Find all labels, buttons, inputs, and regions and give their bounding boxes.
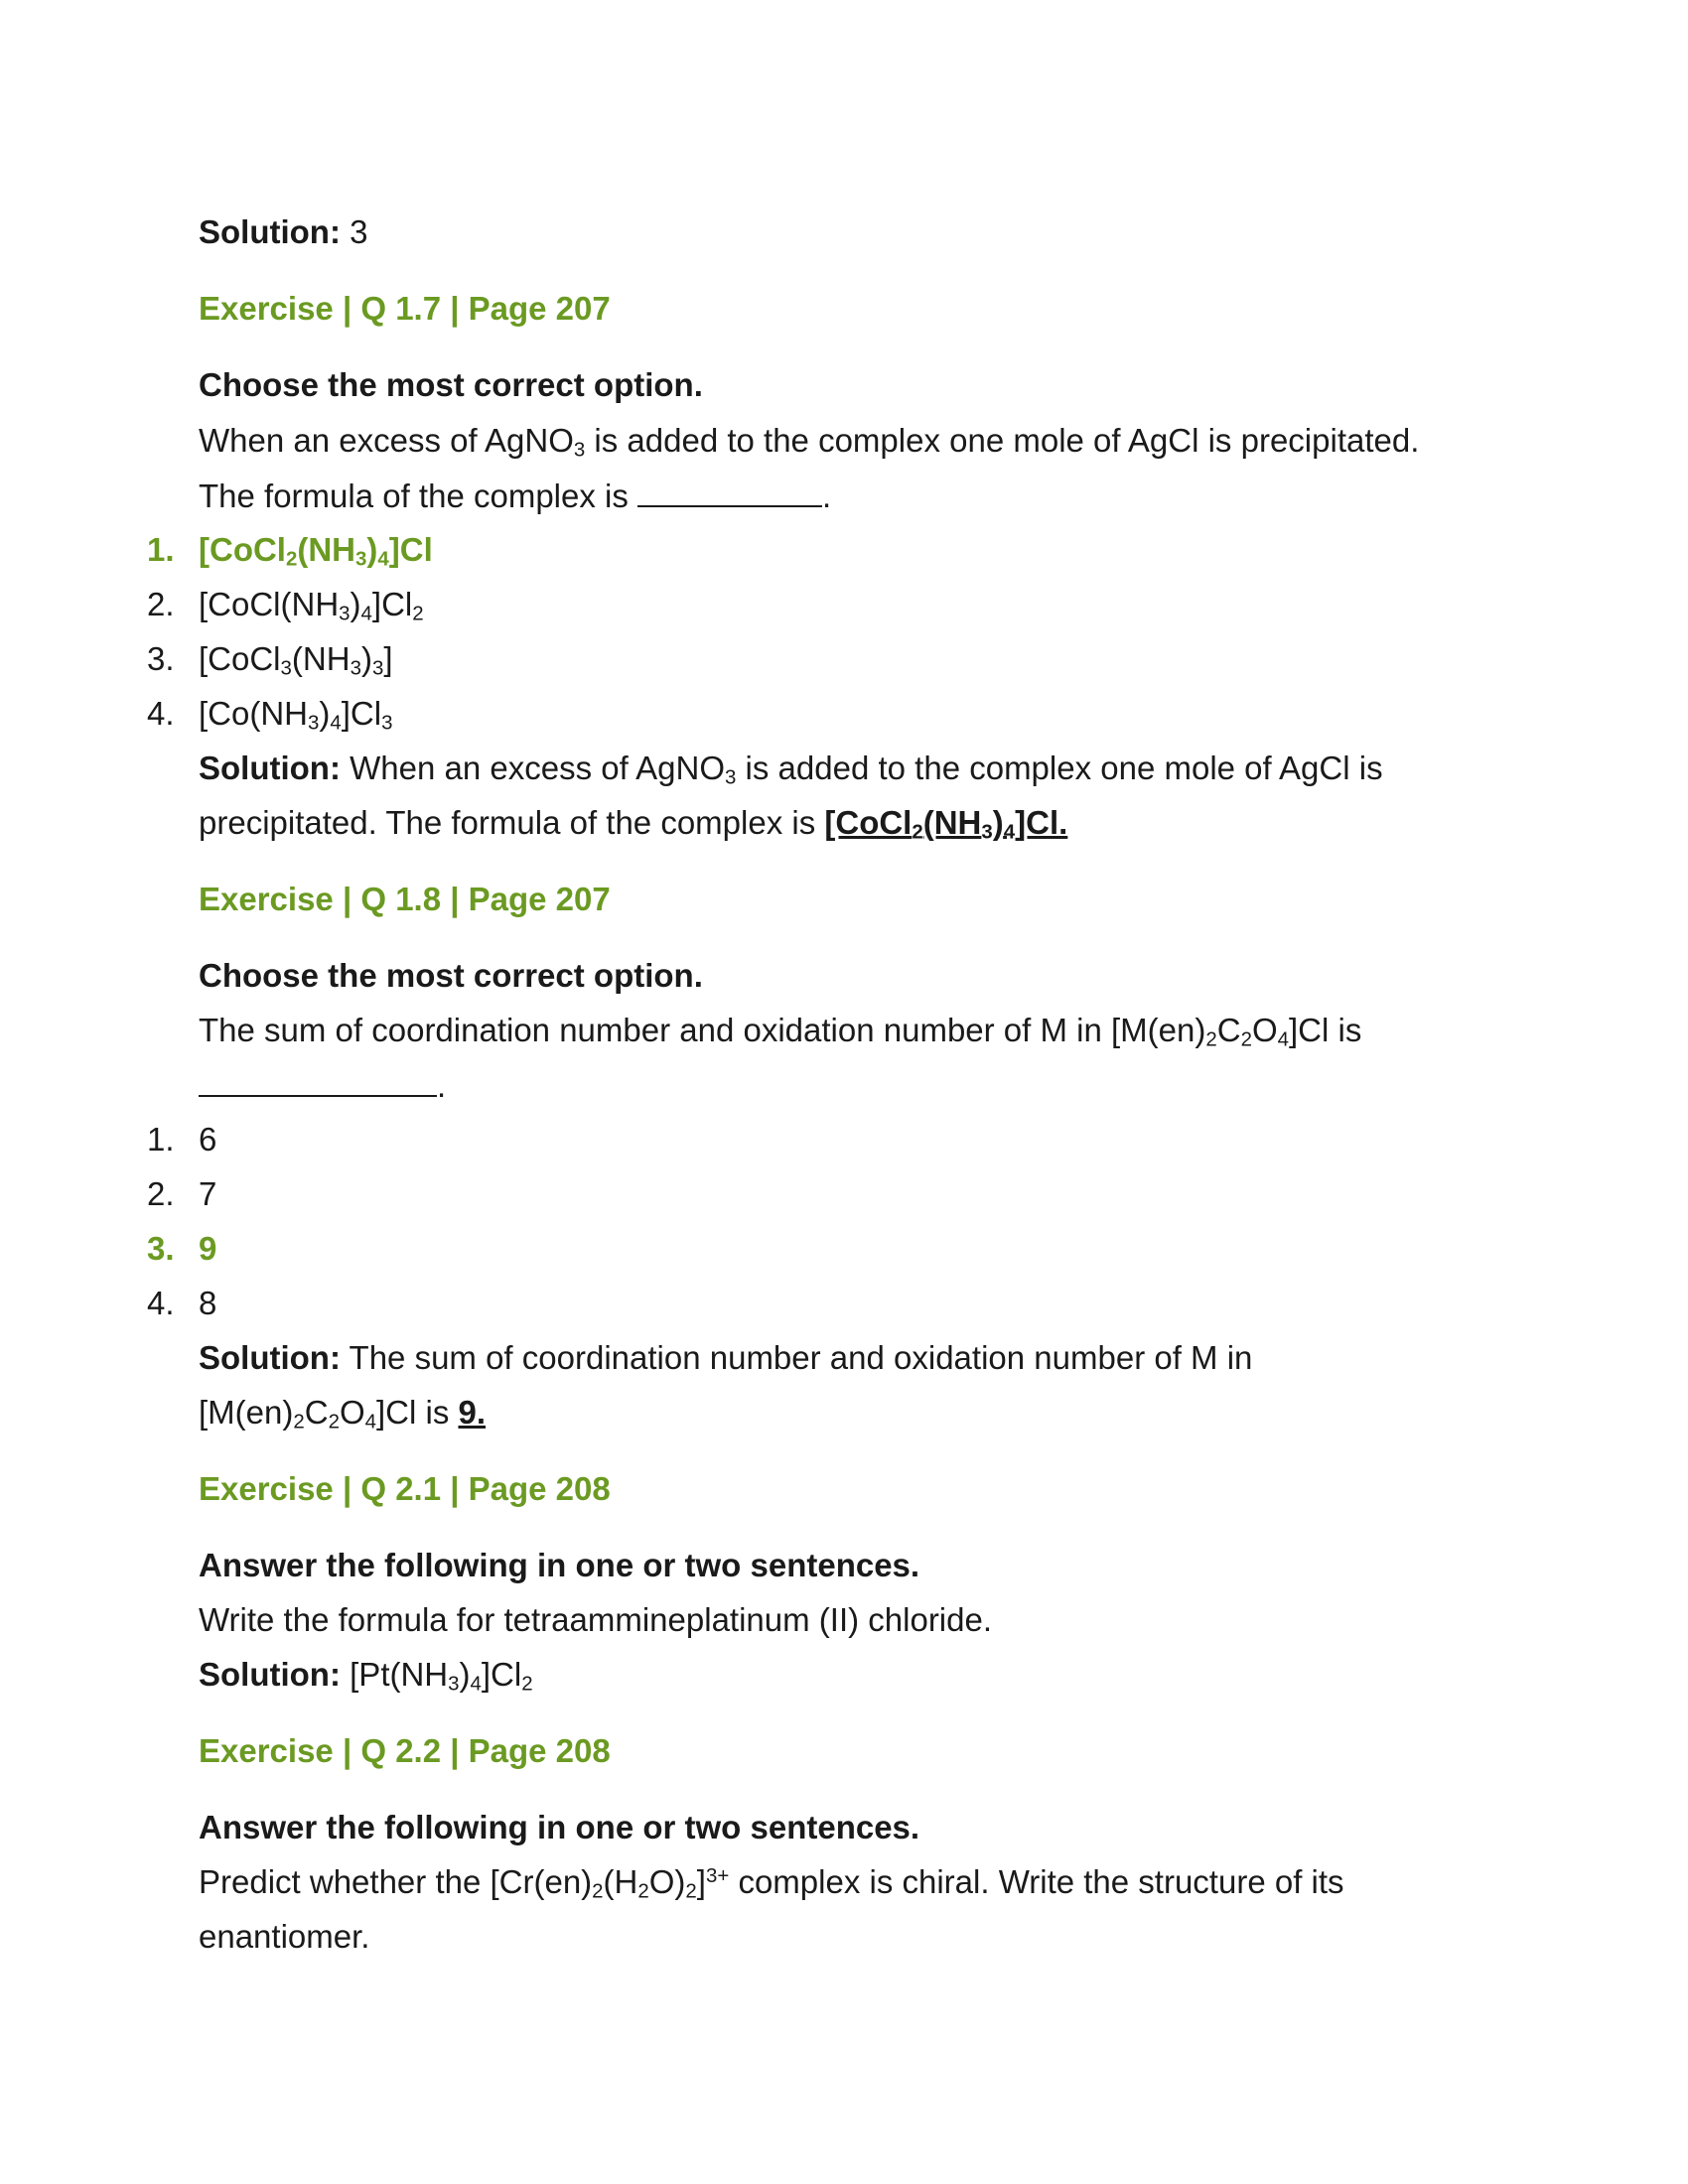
solution-q1-8-line-1: [199, 1338, 1252, 1378]
previous-solution: [199, 212, 368, 252]
subscript: 3: [448, 1672, 460, 1696]
subscript: 4: [364, 1410, 376, 1433]
text: [CoCl(NH: [199, 586, 340, 622]
text: (NH: [291, 640, 351, 677]
subscript: 3: [350, 656, 361, 680]
option-2: [199, 585, 424, 624]
exercise-heading-q1-8: Exercise | Q 1.8 | Page 207: [199, 881, 611, 917]
option-3-correct: 9: [199, 1230, 217, 1267]
exercise-heading-q2-2: Exercise | Q 2.2 | Page 208: [199, 1732, 611, 1769]
subscript: 2: [912, 820, 923, 844]
solution-label: Solution:: [199, 213, 341, 250]
subscript: 3: [981, 820, 993, 844]
subscript: 4: [360, 602, 372, 625]
text: The formula of the complex is: [199, 478, 638, 514]
text: O: [1251, 1012, 1278, 1048]
option-1-correct: [199, 530, 433, 570]
text: (H: [603, 1863, 638, 1900]
option-number-2: 2.: [147, 586, 175, 622]
option-number-3: 3.: [147, 1230, 175, 1267]
option-number-4: 4.: [147, 1285, 175, 1321]
text: Predict whether the [Cr(en): [199, 1863, 593, 1900]
instruction-q2-1: Answer the following in one or two sentences.: [199, 1547, 920, 1583]
option-number-3: 3.: [147, 640, 175, 677]
text: C: [304, 1394, 329, 1431]
subscript: 3: [355, 547, 367, 571]
text: ]: [383, 640, 393, 677]
option-number-4: 4.: [147, 695, 175, 732]
question-line-2: [199, 1065, 446, 1106]
subscript: 4: [330, 711, 342, 735]
subscript: 2: [1240, 1027, 1252, 1051]
text: .: [437, 1067, 447, 1104]
subscript: 3: [573, 438, 586, 462]
text: (NH: [297, 531, 356, 568]
text: When an excess of AgNO: [199, 422, 574, 459]
question-line-2: [199, 476, 831, 516]
solution-label: Solution:: [199, 1339, 341, 1376]
question-q2-2-line-2: enantiomer.: [199, 1918, 370, 1955]
subscript: 3: [725, 765, 737, 789]
text: ): [360, 640, 372, 677]
solution-q1-7-line-2: [199, 803, 1067, 843]
subscript: 3: [381, 711, 393, 735]
question-q2-2-line-1: [199, 1862, 1344, 1902]
text: ): [992, 804, 1004, 841]
subscript: 4: [1003, 820, 1016, 844]
subscript: 2: [293, 1410, 305, 1433]
subscript: 2: [412, 602, 424, 625]
text: When an excess of AgNO: [340, 750, 725, 786]
text: ]: [696, 1863, 706, 1900]
text: ]Cl: [371, 586, 413, 622]
text: is added to the complex one mole of AgCl is: [736, 750, 1383, 786]
text: ]Cl: [388, 531, 433, 568]
answer-blank: [637, 476, 822, 507]
text: O: [339, 1394, 365, 1431]
exercise-heading-q1-7: Exercise | Q 1.7 | Page 207: [199, 290, 611, 327]
subscript: 2: [637, 1879, 649, 1903]
subscript: 3: [339, 602, 351, 625]
solution-answer: [824, 804, 1068, 844]
option-2: 7: [199, 1175, 217, 1212]
text: ]Cl: [341, 695, 382, 732]
exercise-heading-q2-1: Exercise | Q 2.1 | Page 208: [199, 1470, 611, 1507]
text: ): [366, 531, 378, 568]
subscript: 4: [1277, 1027, 1289, 1051]
option-number-2: 2.: [147, 1175, 175, 1212]
option-4: [199, 694, 392, 734]
solution-q1-8-line-2: [199, 1393, 486, 1433]
text: [Pt(NH: [340, 1656, 449, 1693]
text: is added to the complex one mole of AgCl is precipitated.: [585, 422, 1420, 459]
subscript: 4: [377, 547, 389, 571]
text: .: [822, 478, 832, 514]
text: C: [1216, 1012, 1241, 1048]
instruction-q1-7: Choose the most correct option.: [199, 366, 703, 403]
instruction-q1-8: Choose the most correct option.: [199, 957, 703, 994]
subscript: 2: [328, 1410, 340, 1433]
text: [CoCl: [824, 804, 913, 841]
text: [CoCl: [199, 640, 281, 677]
text: ): [459, 1656, 471, 1693]
subscript: 2: [1205, 1027, 1217, 1051]
text: ]Cl: [481, 1656, 522, 1693]
text: The sum of coordination number and oxidation number of M in [M(en): [199, 1012, 1206, 1048]
question-q2-1: Write the formula for tetraammineplatinum (II) chloride.: [199, 1601, 993, 1638]
subscript: 2: [685, 1879, 697, 1903]
text: complex is chiral. Write the structure of its: [729, 1863, 1344, 1900]
solution-answer: 9.: [458, 1394, 487, 1431]
text: ]Cl.: [1015, 804, 1068, 841]
superscript: 3+: [705, 1863, 730, 1887]
subscript: 2: [592, 1879, 604, 1903]
question-line-1: [199, 1011, 1361, 1050]
solution-label: Solution:: [199, 750, 341, 786]
subscript: 3: [371, 656, 384, 680]
text: ): [350, 586, 361, 622]
solution-label: Solution:: [199, 1656, 341, 1693]
solution-q1-7-line-1: [199, 749, 1383, 788]
subscript: 2: [285, 547, 298, 571]
option-4: 8: [199, 1285, 217, 1321]
option-3: [199, 639, 392, 679]
text: [CoCl: [199, 531, 286, 568]
text: [M(en): [199, 1394, 294, 1431]
question-line-1: [199, 421, 1419, 461]
text: ]Cl is: [375, 1394, 459, 1431]
text: (NH: [922, 804, 982, 841]
solution-value: 3: [350, 213, 368, 250]
solution-q2-1: [199, 1655, 533, 1695]
text: [Co(NH: [199, 695, 309, 732]
subscript: 3: [280, 656, 292, 680]
text: The sum of coordination number and oxidation number of M in: [340, 1339, 1253, 1376]
option-1: 6: [199, 1121, 217, 1158]
answer-blank: [199, 1065, 437, 1097]
subscript: 2: [521, 1672, 533, 1696]
text: ): [319, 695, 331, 732]
text: ]Cl is: [1289, 1012, 1362, 1048]
instruction-q2-2: Answer the following in one or two sentences.: [199, 1809, 920, 1845]
subscript: 3: [308, 711, 320, 735]
subscript: 4: [470, 1672, 482, 1696]
option-number-1: 1.: [147, 531, 175, 568]
text: precipitated. The formula of the complex is: [199, 804, 825, 841]
text: O): [648, 1863, 686, 1900]
option-number-1: 1.: [147, 1121, 175, 1158]
